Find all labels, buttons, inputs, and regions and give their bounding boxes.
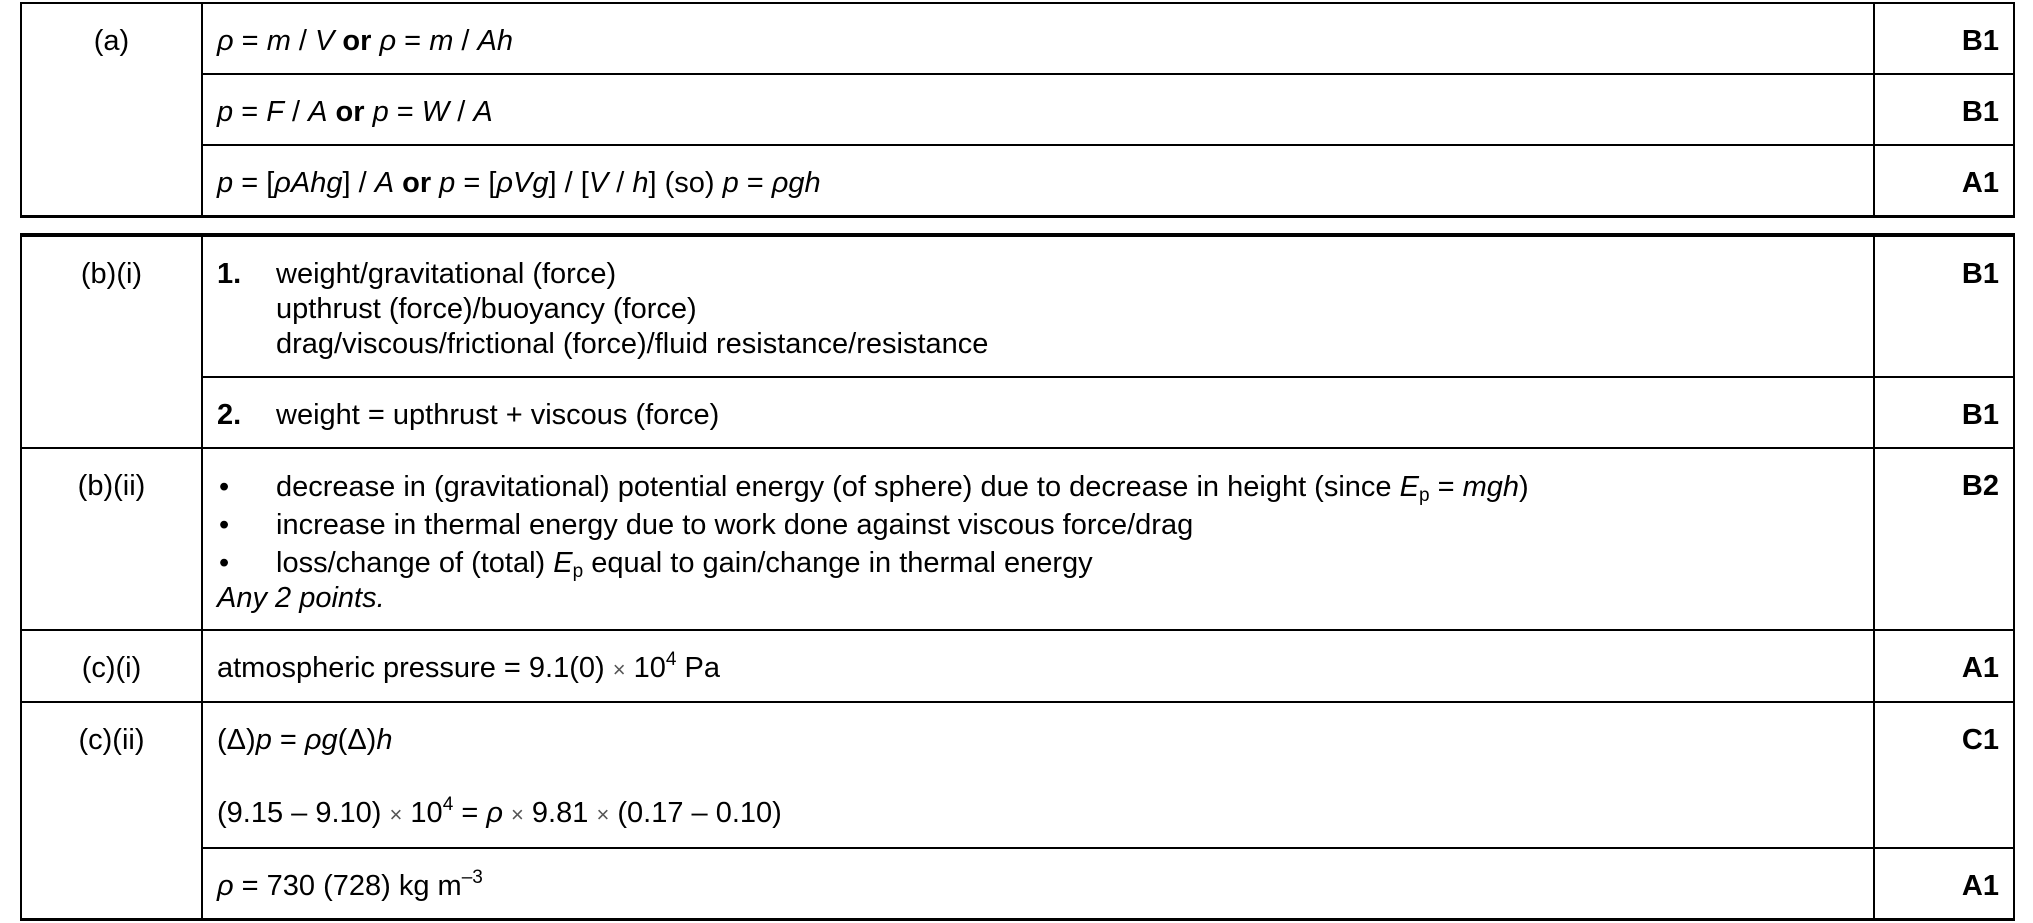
superscript: 4 <box>442 794 454 815</box>
symbol-p: p <box>217 167 234 199</box>
mark-cell <box>1874 630 2014 702</box>
mark-scheme-table-a <box>20 2 2015 218</box>
symbol-a: A <box>473 96 493 128</box>
mark-cell <box>1874 145 2014 217</box>
table-row <box>21 145 2014 217</box>
numbered-item <box>217 398 1679 433</box>
numbered-item <box>217 257 1679 362</box>
text: 10 <box>625 652 666 684</box>
or-keyword: or <box>394 167 440 199</box>
bullet-point <box>217 468 1679 506</box>
symbol-rhovg: ρVg <box>496 167 549 199</box>
table-row <box>21 448 2014 630</box>
answer-b-i-item1 <box>202 235 1874 377</box>
working-line-2 <box>217 796 1679 832</box>
mark-label: B1 <box>1961 25 1999 57</box>
part-label-b-ii <box>21 448 202 630</box>
mark-label: B1 <box>1961 258 1999 290</box>
symbol-w: W <box>421 96 450 128</box>
text: / <box>290 25 316 57</box>
mark-cell <box>1874 3 2014 74</box>
symbol-v: V <box>588 167 609 199</box>
text <box>503 797 511 829</box>
symbol-rho: ρ <box>486 797 503 829</box>
symbol-p: p <box>372 96 389 128</box>
working-line-1 <box>217 723 1679 758</box>
text: = 730 (728) kg m <box>233 870 462 902</box>
text: / <box>449 96 474 128</box>
table-row <box>21 848 2014 920</box>
bullet-icon: • <box>219 547 230 579</box>
symbol-h: h <box>632 167 649 199</box>
text: Pa <box>676 652 721 684</box>
text: ] (so) <box>648 167 723 199</box>
symbol-p: p <box>217 96 234 128</box>
part-label-c-ii <box>21 702 202 920</box>
item-number: 1. <box>217 258 242 290</box>
times-sign: × <box>612 657 626 682</box>
guidance-note: Any 2 points. <box>217 582 385 614</box>
answer-c-i <box>202 630 1874 702</box>
bullet-icon: • <box>219 509 230 541</box>
text: loss/change of (total) <box>276 547 554 579</box>
symbol-rho: ρ <box>379 25 397 57</box>
force-line: drag/viscous/frictional (force)/fluid resistance/resistance <box>276 328 989 360</box>
symbol-f: F <box>266 96 284 128</box>
subscript: p <box>1418 485 1430 506</box>
part-label-text: (c)(ii) <box>78 724 145 756</box>
part-label-c-i <box>21 630 202 702</box>
times-sign: × <box>596 802 610 827</box>
symbol-h: h <box>376 724 393 756</box>
superscript: –3 <box>461 867 483 888</box>
table-row <box>21 235 2014 377</box>
part-label-text: (b)(ii) <box>77 470 146 502</box>
text: ) <box>1519 471 1529 503</box>
text: = <box>453 797 487 829</box>
text: 9.81 <box>523 797 597 829</box>
answer-c-ii-result <box>202 848 1874 920</box>
symbol-m: m <box>266 25 291 57</box>
text: ] / [ <box>548 167 589 199</box>
text: = <box>233 96 267 128</box>
table-row <box>21 630 2014 702</box>
part-label-text: (c)(i) <box>81 652 142 684</box>
table-row <box>21 3 2014 74</box>
answer-c-ii-working <box>202 702 1874 848</box>
symbol-mgh: mgh <box>1462 471 1520 503</box>
mark-label: B2 <box>1961 470 1999 502</box>
mark-cell <box>1874 74 2014 145</box>
text: = <box>388 96 422 128</box>
superscript: 4 <box>665 649 677 670</box>
text: increase in thermal energy due to work done against viscous force/drag <box>276 509 1194 541</box>
symbol-rho: ρ <box>217 870 234 902</box>
text: = <box>396 25 430 57</box>
text: (0.17 – 0.10) <box>609 797 782 829</box>
times-sign: × <box>511 802 524 827</box>
mark-label: B1 <box>1961 399 1999 431</box>
text: = <box>738 167 772 199</box>
mark-scheme-table-bc <box>20 233 2015 921</box>
table-row <box>21 74 2014 145</box>
part-label-text: (b)(i) <box>80 258 143 290</box>
symbol-rho: ρ <box>217 25 234 57</box>
mark-cell <box>1874 448 2014 630</box>
symbol-m: m <box>429 25 454 57</box>
text: 10 <box>402 797 443 829</box>
text: equal to gain/change in thermal energy <box>583 547 1093 579</box>
mark-cell <box>1874 377 2014 448</box>
text: / <box>283 96 309 128</box>
answer-b-ii <box>202 448 1874 630</box>
mark-label: A1 <box>1961 167 1999 199</box>
text: = <box>271 724 305 756</box>
part-label-b-i <box>21 235 202 448</box>
bullet-icon: • <box>219 471 230 503</box>
text: decrease in (gravitational) potential energy (of sphere) due to decrease in height (since <box>276 471 1400 503</box>
symbol-a: A <box>374 167 395 199</box>
mark-cell <box>1874 235 2014 377</box>
bullet-point <box>217 544 1679 582</box>
times-sign: × <box>389 802 403 827</box>
answer-a-line2 <box>202 74 1874 145</box>
text: (Δ) <box>337 724 377 756</box>
table-row <box>21 377 2014 448</box>
mark-cell <box>1874 848 2014 920</box>
text: (Δ) <box>217 724 256 756</box>
text: = <box>233 25 267 57</box>
symbol-a: A <box>308 96 328 128</box>
answer-a-line1 <box>202 3 1874 74</box>
symbol-v: V <box>315 25 335 57</box>
symbol-rho: ρ <box>304 724 322 756</box>
text: atmospheric pressure = 9.1(0) <box>217 652 613 684</box>
text: = [ <box>233 167 275 199</box>
symbol-g: g <box>321 724 338 756</box>
symbol-p: p <box>255 724 272 756</box>
or-keyword: or <box>327 96 373 128</box>
text: = [ <box>455 167 497 199</box>
answer-b-i-item2 <box>202 377 1874 448</box>
part-label-text: (a) <box>93 25 130 57</box>
subscript: p <box>572 561 584 582</box>
symbol-p: p <box>722 167 739 199</box>
force-line: upthrust (force)/buoyancy (force) <box>276 293 697 325</box>
text: / <box>453 25 478 57</box>
or-keyword: or <box>334 25 380 57</box>
symbol-e: E <box>553 547 573 579</box>
text: ] / <box>342 167 375 199</box>
mark-cell <box>1874 702 2014 848</box>
symbol-ah: Ah <box>477 25 514 57</box>
symbol-rhogh: ρgh <box>771 167 821 199</box>
text: (9.15 – 9.10) <box>217 797 390 829</box>
symbol-e: E <box>1399 471 1419 503</box>
table-row <box>21 702 2014 848</box>
spacer <box>217 758 1679 796</box>
mark-label: B1 <box>1961 96 1999 128</box>
force-line: weight/gravitational (force) <box>276 258 617 290</box>
item-number: 2. <box>217 399 242 431</box>
mark-label: A1 <box>1961 870 1999 902</box>
bullet-point <box>217 506 1679 544</box>
text: = <box>1429 471 1463 503</box>
answer-a-line3 <box>202 145 1874 217</box>
mark-label: A1 <box>1961 652 1999 684</box>
symbol-p: p <box>439 167 456 199</box>
symbol-rhoahg: ρAhg <box>274 167 343 199</box>
item-text: weight = upthrust + viscous (force) <box>276 399 720 431</box>
text: / <box>608 167 633 199</box>
mark-label: C1 <box>1961 724 1999 756</box>
part-label-a <box>21 3 202 217</box>
